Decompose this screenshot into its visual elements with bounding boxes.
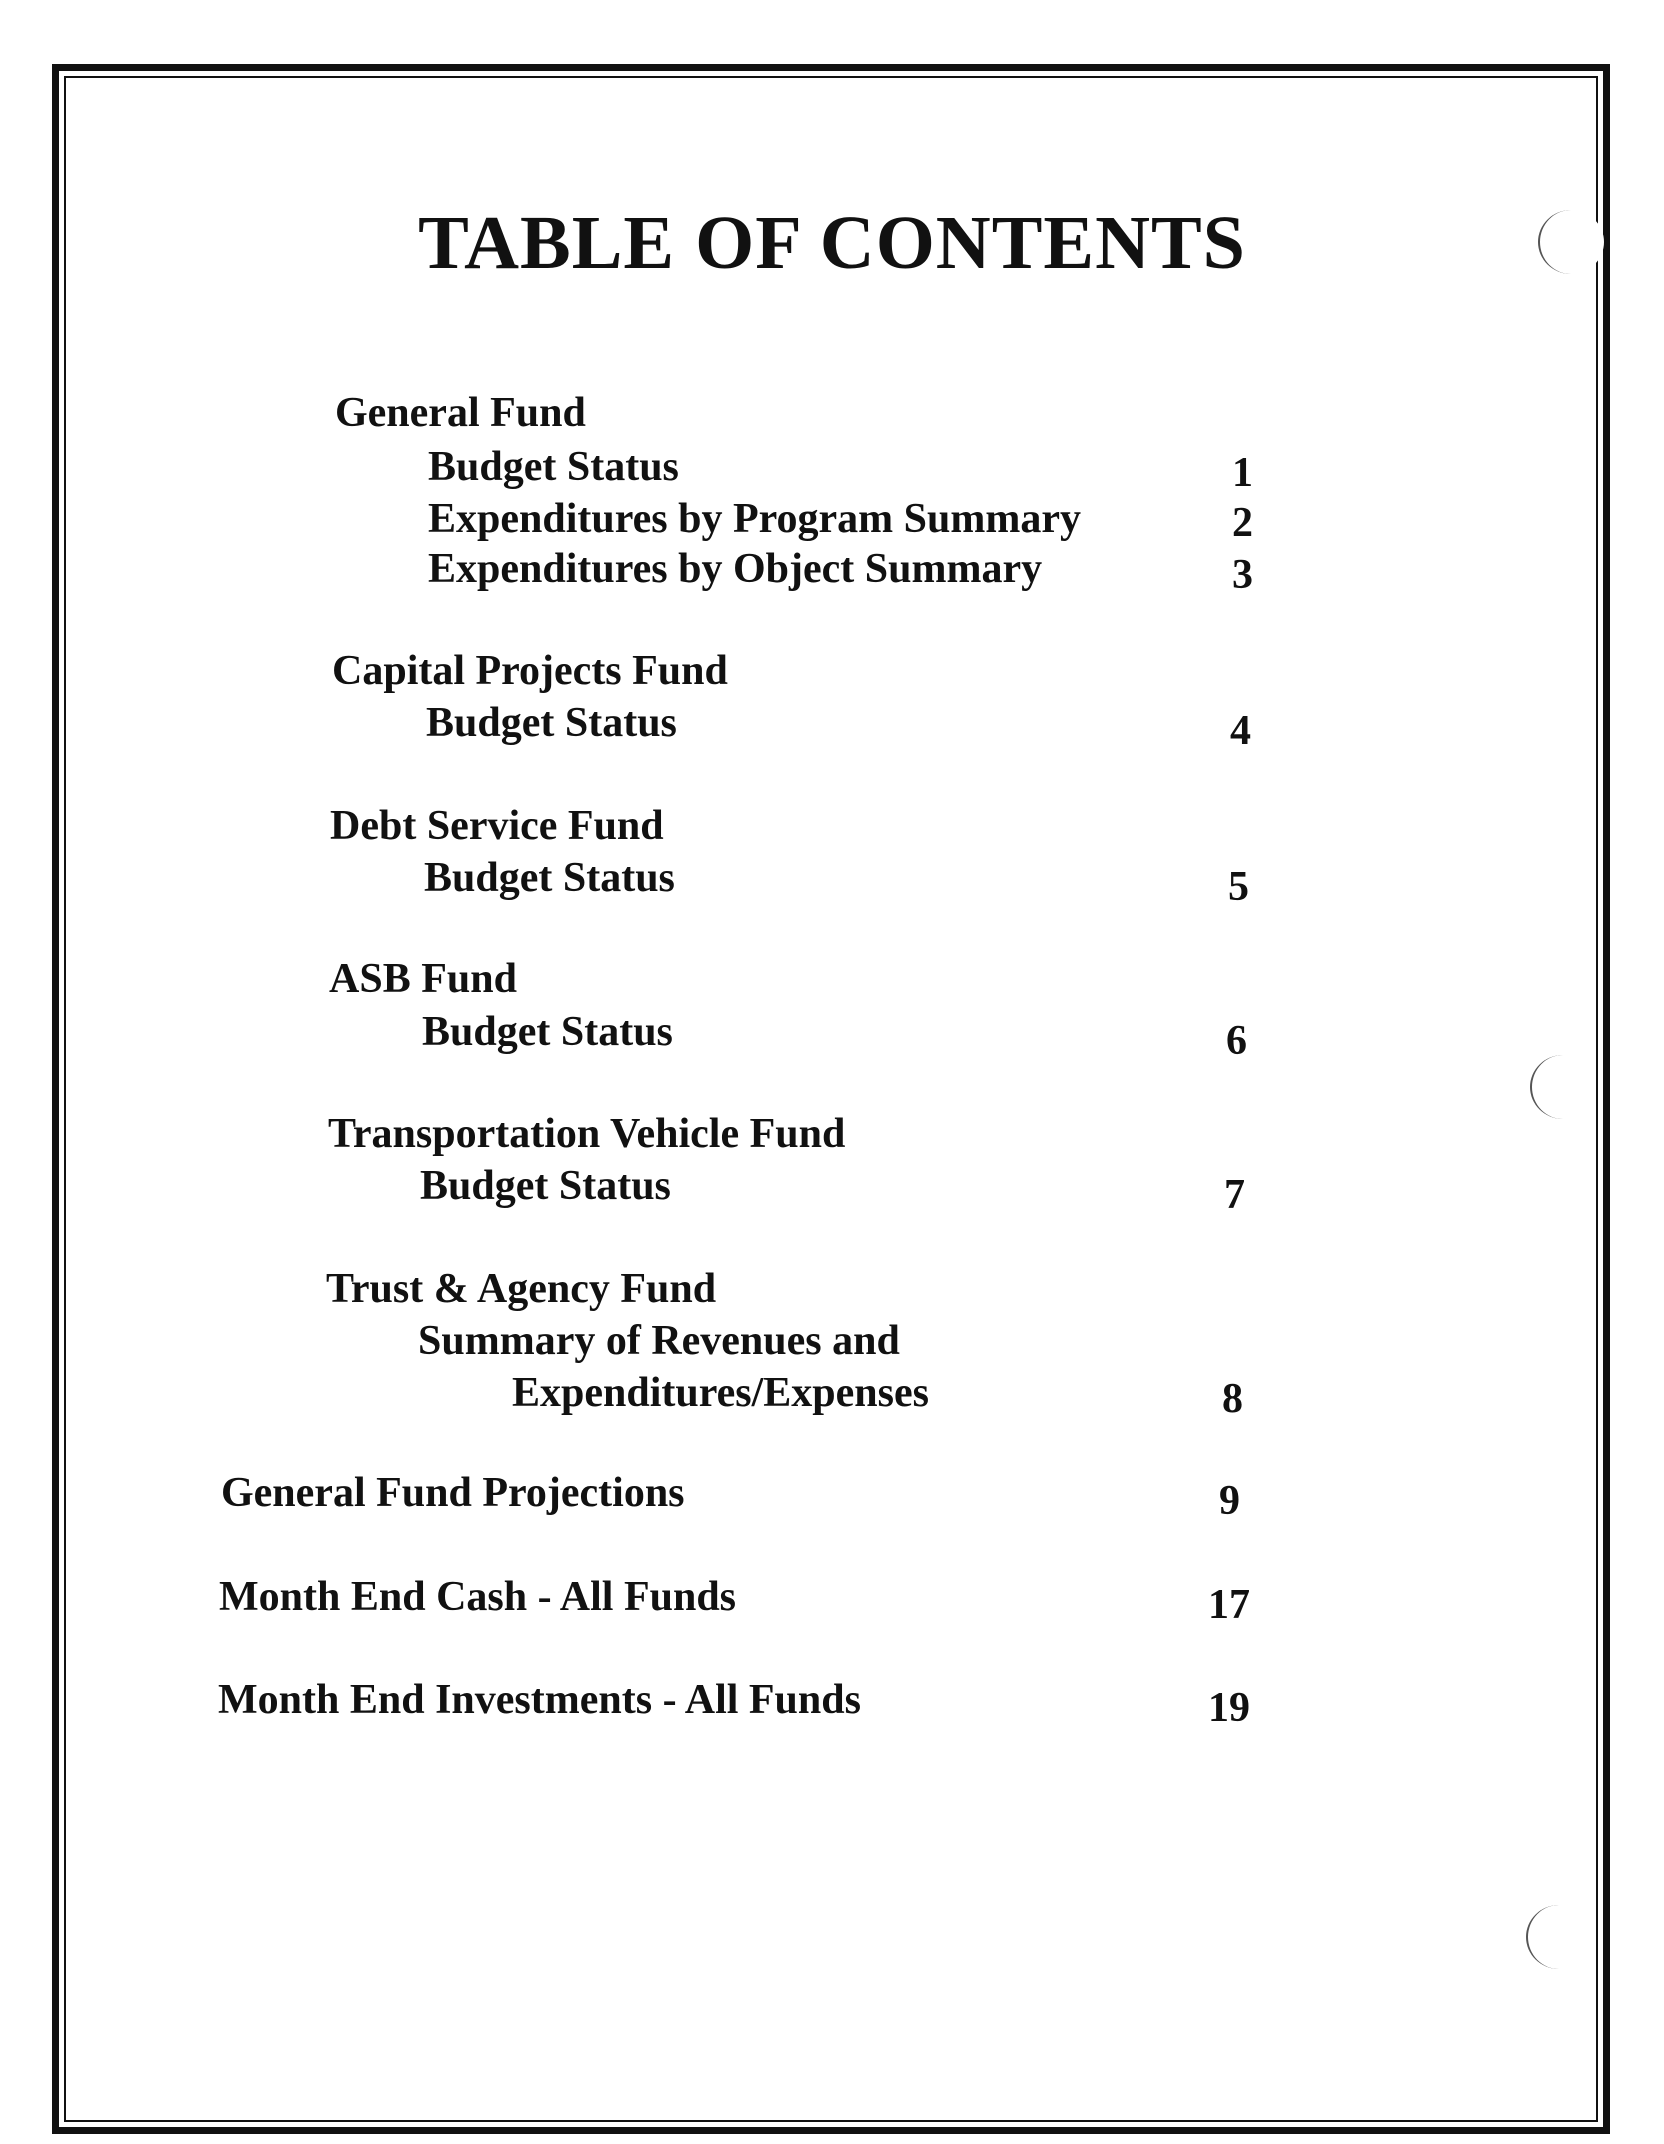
toc-entry-general-fund-projections: General Fund Projections [221,1470,685,1516]
page-border [52,64,1610,2134]
section-heading-general-fund: General Fund [335,390,586,436]
page-number: 17 [1208,1582,1250,1628]
toc-entry-month-end-cash: Month End Cash - All Funds [219,1574,737,1620]
page-number: 2 [1232,500,1253,546]
section-heading-debt-service-fund: Debt Service Fund [330,803,664,849]
page-number: 19 [1208,1685,1250,1731]
toc-entry-summary-of-revenues: Summary of Revenues and [418,1318,900,1364]
page-number: 9 [1219,1478,1240,1524]
toc-entry-transportation-budget-status: Budget Status [420,1163,671,1209]
page-number: 1 [1232,450,1253,496]
toc-entry-capital-projects-budget-status: Budget Status [426,700,677,746]
page-number: 6 [1226,1018,1247,1064]
toc-entry-expenditures-expenses: Expenditures/Expenses [512,1370,929,1416]
page-title: TABLE OF CONTENTS [418,201,1246,285]
section-heading-trust-agency-fund: Trust & Agency Fund [326,1266,717,1312]
section-heading-asb-fund: ASB Fund [329,956,517,1002]
punch-hole-bottom [1526,1905,1592,1969]
section-heading-capital-projects-fund: Capital Projects Fund [332,648,728,694]
toc-entry-asb-budget-status: Budget Status [422,1009,673,1055]
toc-entry-month-end-investments: Month End Investments - All Funds [218,1677,861,1723]
page-number: 4 [1230,708,1251,754]
section-heading-transportation-vehicle-fund: Transportation Vehicle Fund [328,1111,846,1157]
toc-entry-expenditures-by-object: Expenditures by Object Summary [428,546,1043,592]
punch-hole-middle [1530,1055,1596,1119]
page-number: 7 [1224,1172,1245,1218]
page-number: 5 [1228,864,1249,910]
page-number: 8 [1222,1376,1243,1422]
toc-entry-expenditures-by-program: Expenditures by Program Summary [428,496,1081,542]
page-number: 3 [1232,552,1253,598]
toc-entry-debt-service-budget-status: Budget Status [424,855,675,901]
toc-entry-general-fund-budget-status: Budget Status [428,444,679,490]
